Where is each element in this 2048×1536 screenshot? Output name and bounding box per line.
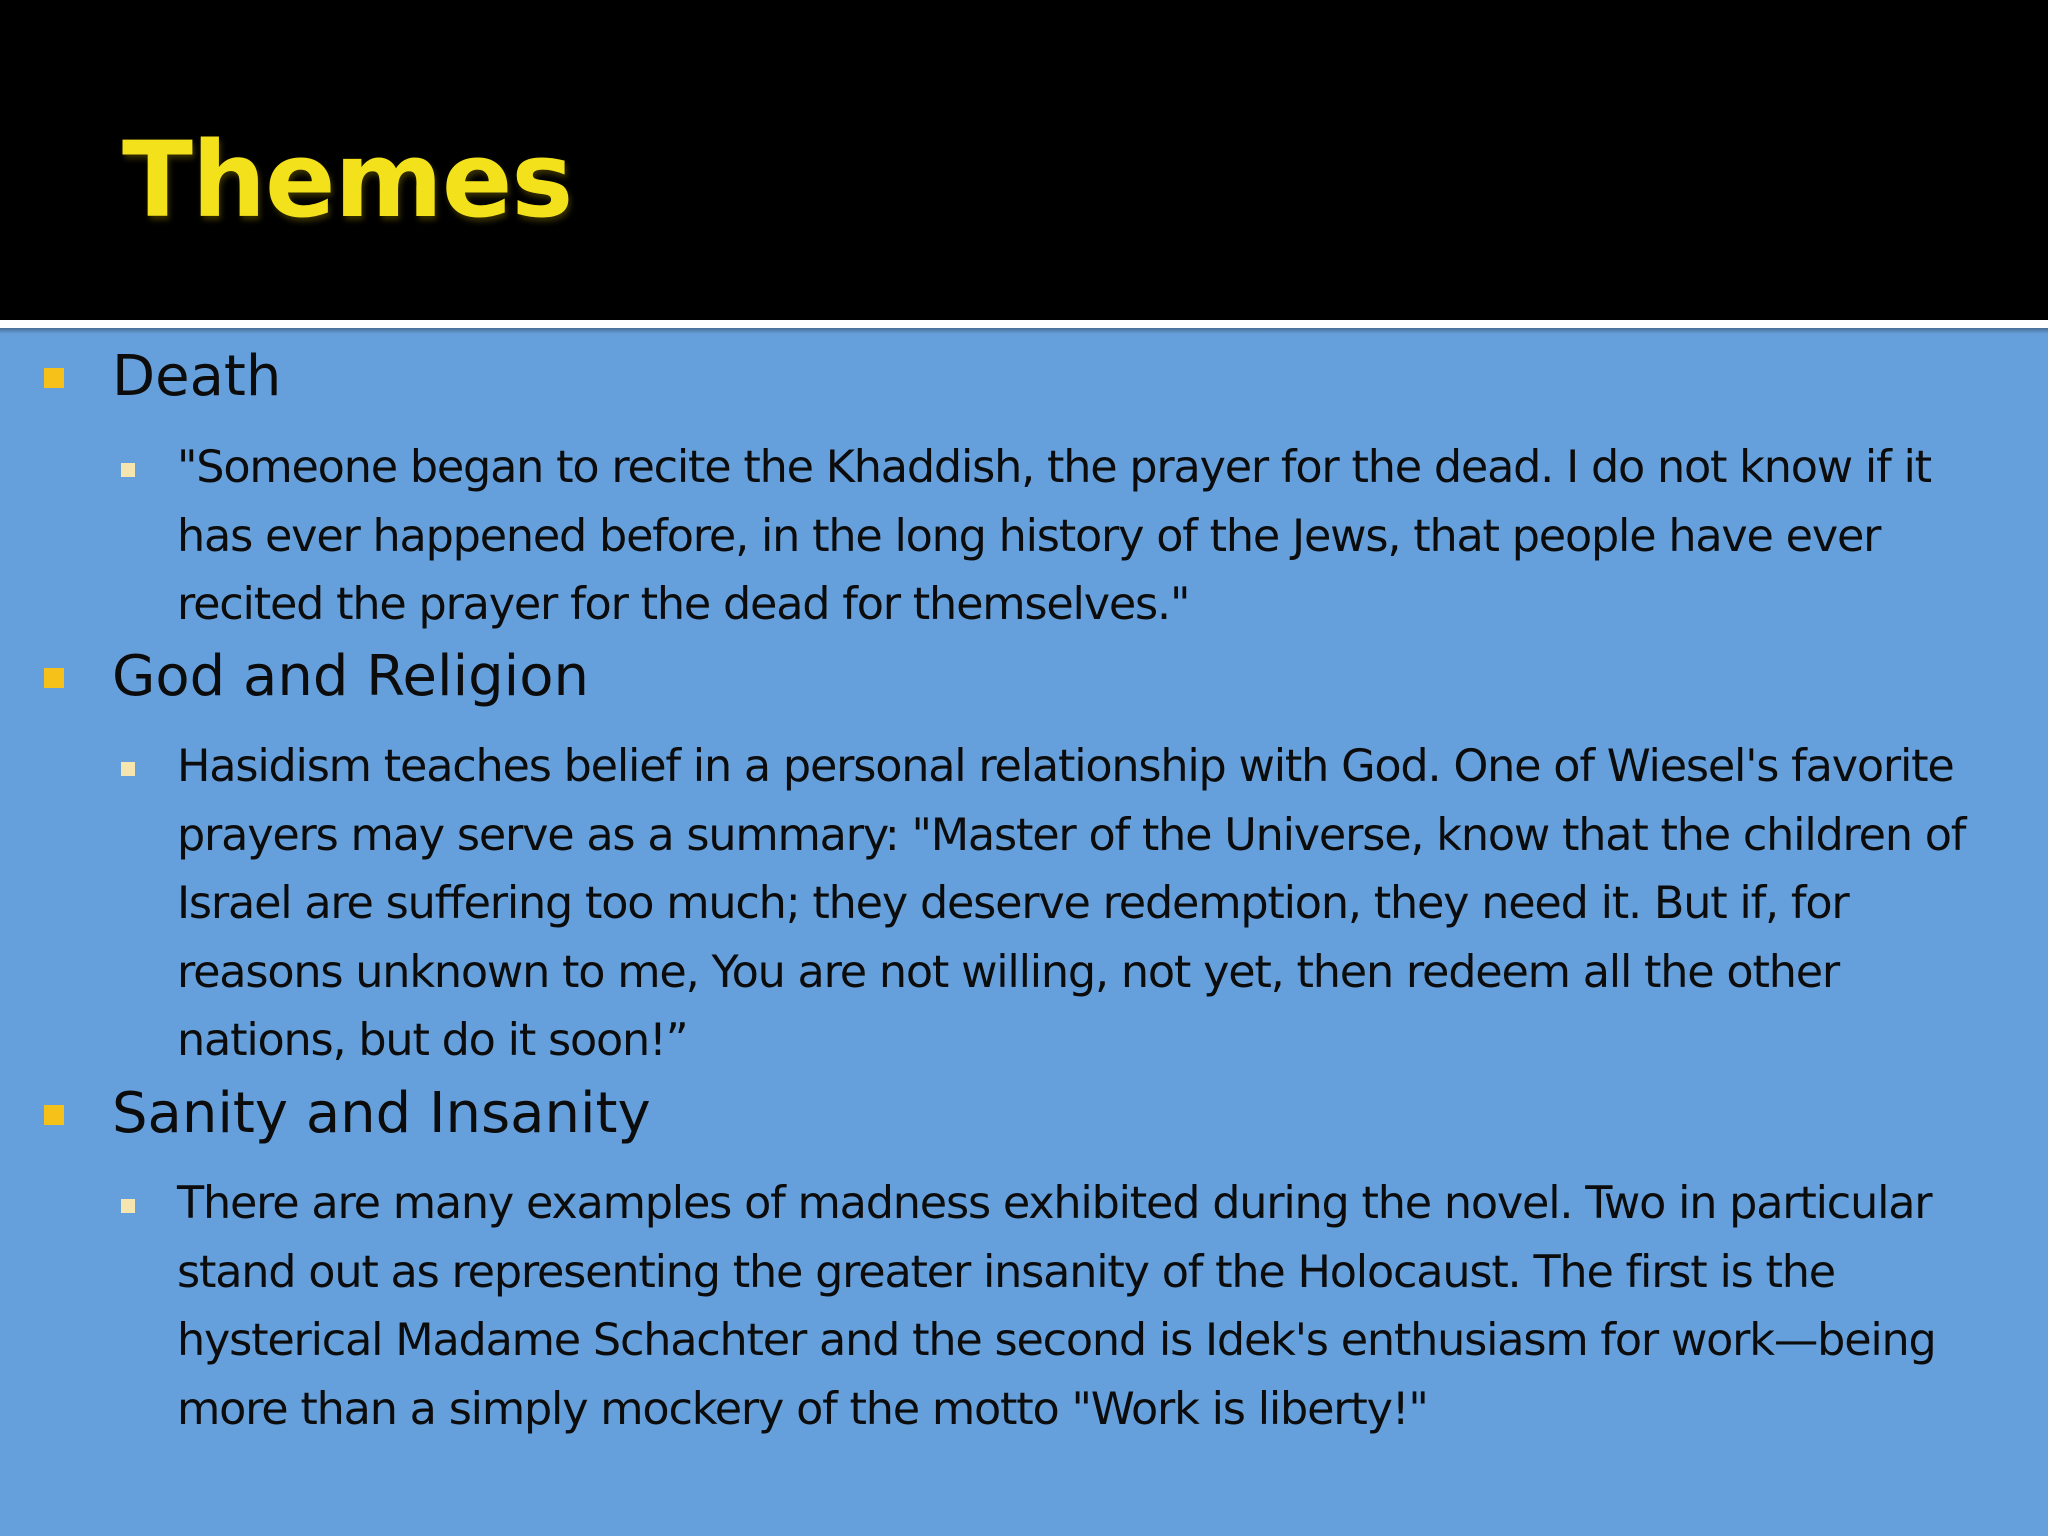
- theme-detail-text: There are many examples of madness exhibited during the novel. Two in particular stand out as representing the greater insanity of the Holocaust. The first is the hysterical Madame Schachter and the second is Idek's enthusiasm for work—being more than a simply mockery of the motto "Work is liberty!": [177, 1178, 1936, 1435]
- theme-god-religion: [112, 641, 2012, 713]
- theme-detail-text: "Someone began to recite the Khaddish, the prayer for the dead. I do not know if it has ever happened before, in the long history of the Jews, that people have ever recited the prayer for the dead for themselves.": [177, 442, 1931, 630]
- square-bullet-icon: [121, 762, 135, 776]
- theme-sanity-insanity: [112, 1078, 2012, 1150]
- theme-death: [112, 341, 2012, 413]
- square-bullet-icon: [121, 1199, 135, 1213]
- theme-heading: Sanity and Insanity: [112, 1081, 651, 1146]
- theme-god-religion-detail: [177, 733, 2017, 1076]
- square-bullet-icon: [121, 463, 135, 477]
- theme-heading: God and Religion: [112, 644, 589, 709]
- square-bullet-icon: [44, 368, 64, 388]
- square-bullet-icon: [44, 1105, 64, 1125]
- square-bullet-icon: [44, 668, 64, 688]
- slide-title: Themes: [122, 119, 573, 241]
- theme-detail-text: Hasidism teaches belief in a personal relationship with God. One of Wiesel's favorite prayers may serve as a summary: "Master of the Universe, know that the children of Israel are suffering too much; they deserve redemption, they need it. But if, for reasons unknown to me, You are not willing, not yet, then redeem all the other nations, but do it soon!”: [177, 741, 1966, 1066]
- theme-heading: Death: [112, 344, 282, 409]
- theme-sanity-insanity-detail: [177, 1170, 2017, 1444]
- theme-death-detail: [177, 434, 2017, 640]
